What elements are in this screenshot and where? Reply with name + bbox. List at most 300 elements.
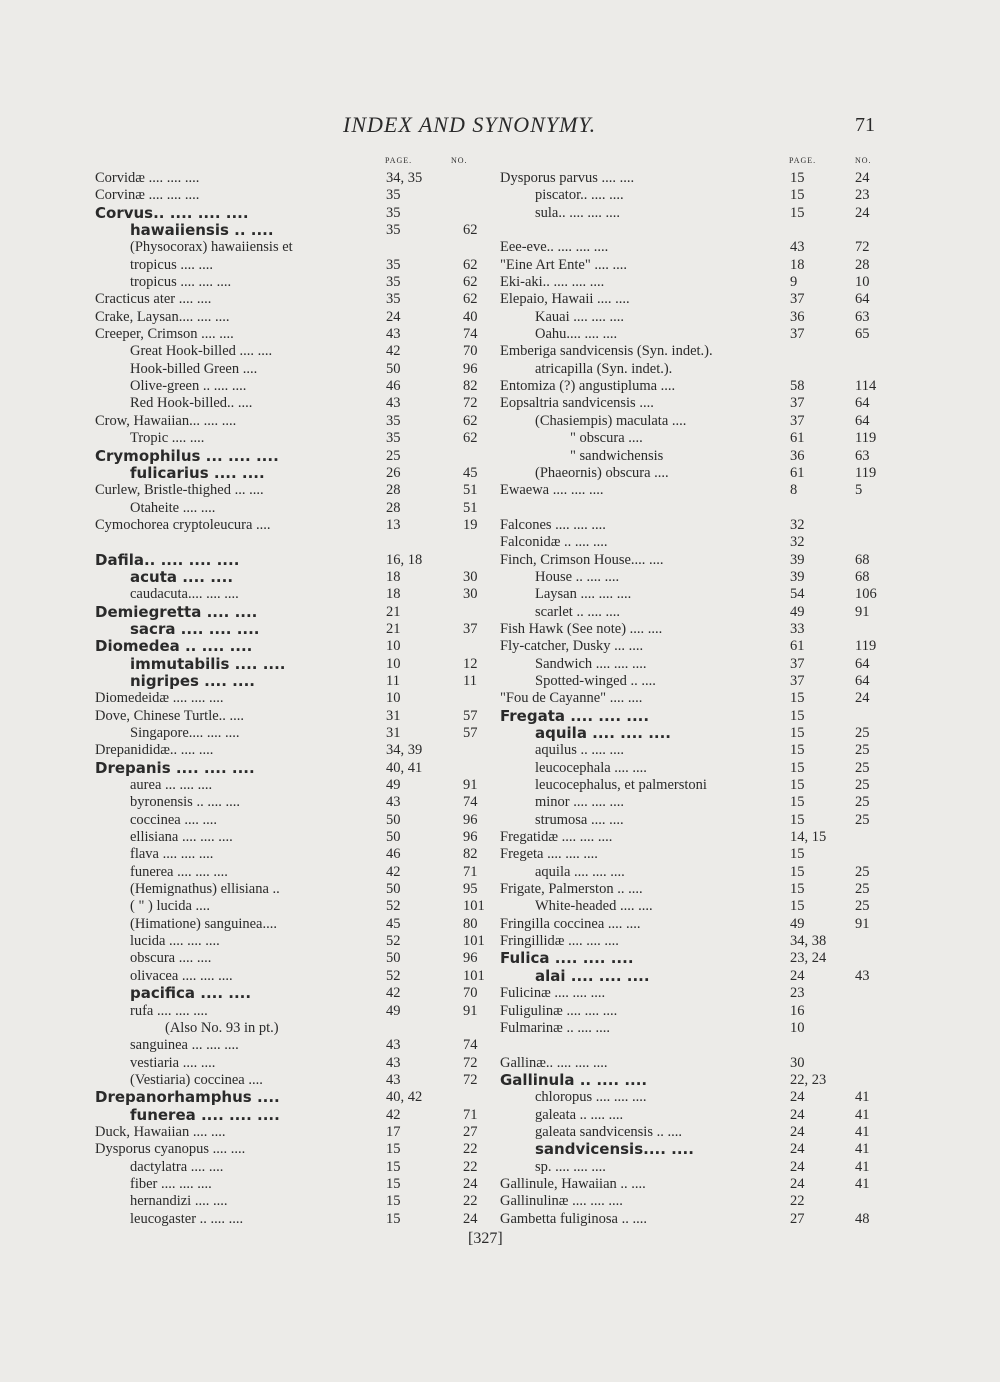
entry-name: Emberiga sandvicensis (Syn. indet.). bbox=[500, 343, 713, 360]
entry-name: Eki-aki.. .... .... .... bbox=[500, 274, 605, 291]
entry-page: 43 bbox=[386, 395, 401, 412]
entry-name: Singapore.... .... .... bbox=[130, 725, 240, 741]
entry-number: 95 bbox=[463, 881, 478, 898]
entry-name: Spotted-winged .. .... bbox=[535, 672, 656, 689]
index-entry bbox=[500, 725, 900, 742]
entry-name: Crow, Hawaiian... .... .... bbox=[95, 412, 237, 429]
index-entry bbox=[500, 690, 900, 707]
entry-number: 25 bbox=[855, 898, 870, 915]
entry-number: 62 bbox=[463, 274, 478, 291]
entry-number: 101 bbox=[463, 898, 485, 915]
index-entry bbox=[95, 708, 490, 725]
entry-name: funerea .... .... .... bbox=[130, 1105, 280, 1124]
entry-name: Gallinula .. .... .... bbox=[500, 1070, 648, 1089]
entry-name: tropicus .... .... bbox=[130, 256, 213, 273]
entry-page: 30 bbox=[790, 1054, 805, 1071]
index-entry bbox=[500, 621, 900, 638]
entry-number: 62 bbox=[463, 256, 478, 273]
entry-page: 37 bbox=[790, 395, 805, 412]
index-entry bbox=[500, 309, 900, 326]
entry-page: 26 bbox=[386, 464, 401, 481]
entry-page: 36 bbox=[790, 308, 805, 325]
entry-number: 40 bbox=[463, 308, 478, 325]
entry-number: 30 bbox=[463, 586, 478, 603]
index-entry bbox=[95, 812, 490, 829]
index-entry bbox=[95, 933, 490, 950]
entry-page: 15 bbox=[790, 881, 805, 898]
entry-page: 37 bbox=[790, 326, 805, 343]
index-entry bbox=[95, 430, 490, 447]
entry-name: galeata sandvicensis .. .... bbox=[535, 1123, 682, 1140]
index-entry bbox=[500, 430, 900, 447]
index-entry bbox=[500, 673, 900, 690]
entry-page: 10 bbox=[386, 655, 401, 672]
index-entry bbox=[500, 1141, 900, 1158]
index-entry bbox=[95, 829, 490, 846]
entry-page: 15 bbox=[790, 846, 805, 863]
entry-number: 72 bbox=[463, 1054, 478, 1071]
index-entry bbox=[95, 968, 490, 985]
entry-name: scarlet .. .... .... bbox=[535, 603, 620, 620]
entry-number: 43 bbox=[855, 967, 870, 984]
entry-name: " sandwichensis bbox=[570, 447, 664, 464]
index-entry bbox=[95, 361, 490, 378]
entry-page: 37 bbox=[790, 291, 805, 308]
entry-page: 33 bbox=[790, 620, 805, 637]
entry-page: 13 bbox=[386, 516, 401, 533]
entry-page: 24 bbox=[790, 1106, 805, 1123]
entry-page: 36 bbox=[790, 447, 805, 464]
entry-number: 72 bbox=[463, 395, 478, 412]
entry-name: Creeper, Crimson .... .... bbox=[95, 326, 234, 343]
entry-page: 15 bbox=[386, 1193, 401, 1210]
entry-number: 41 bbox=[855, 1158, 870, 1175]
entry-name: (Himatione) sanguinea.... bbox=[130, 915, 277, 932]
index-entry bbox=[95, 898, 490, 915]
entry-number: 25 bbox=[855, 863, 870, 880]
index-entry bbox=[500, 482, 900, 499]
entry-page: 39 bbox=[790, 568, 805, 585]
index-entry bbox=[500, 569, 900, 586]
entry-number: 74 bbox=[463, 1037, 478, 1054]
entry-name: Great Hook-billed .... .... bbox=[130, 343, 273, 360]
entry-page: 15 bbox=[790, 863, 805, 880]
entry-name: Fringillidæ .... .... .... bbox=[500, 933, 619, 950]
entry-number: 82 bbox=[463, 378, 478, 395]
entry-number: 96 bbox=[463, 360, 478, 377]
entry-page: 15 bbox=[790, 170, 805, 186]
column-header bbox=[500, 152, 900, 170]
entry-number: 48 bbox=[855, 1210, 870, 1227]
index-entry bbox=[500, 361, 900, 378]
entry-number: 70 bbox=[463, 343, 478, 360]
index-entries bbox=[500, 170, 900, 1228]
entry-page: 17 bbox=[386, 1123, 401, 1140]
index-entry bbox=[95, 465, 490, 482]
entry-page: 35 bbox=[386, 222, 401, 239]
entry-page: 39 bbox=[790, 551, 805, 568]
entry-page: 34, 39 bbox=[386, 742, 423, 759]
index-entry bbox=[500, 1020, 900, 1037]
entry-name: leucogaster .. .... .... bbox=[130, 1210, 244, 1227]
entry-name: hawaiiensis .. .... bbox=[130, 221, 274, 240]
entry-name: Oahu.... .... .... bbox=[535, 326, 618, 343]
entry-number: 91 bbox=[463, 777, 478, 794]
entry-name: Gambetta fuliginosa .. .... bbox=[500, 1210, 647, 1227]
index-entry bbox=[95, 864, 490, 881]
entry-number: 64 bbox=[855, 412, 870, 429]
entry-number: 101 bbox=[463, 933, 485, 950]
entry-number: 68 bbox=[855, 568, 870, 585]
entry-number: 22 bbox=[463, 1193, 478, 1210]
index-entry bbox=[95, 222, 490, 239]
entry-name: aquila .... .... .... bbox=[535, 863, 625, 880]
index-entry bbox=[500, 1193, 900, 1210]
entry-number: 91 bbox=[855, 603, 870, 620]
entry-number: 22 bbox=[463, 1158, 478, 1175]
index-entry bbox=[500, 742, 900, 759]
entry-number: 24 bbox=[855, 690, 870, 707]
entry-page: 43 bbox=[386, 1071, 401, 1088]
entry-name: acuta .... .... bbox=[130, 567, 234, 586]
entry-number: 70 bbox=[463, 985, 478, 1002]
index-entry bbox=[95, 690, 490, 707]
entry-number: 30 bbox=[463, 568, 478, 585]
entry-name: Finch, Crimson House.... .... bbox=[500, 551, 664, 568]
entry-page: 34, 35 bbox=[386, 170, 423, 186]
entry-number: 96 bbox=[463, 811, 478, 828]
entry-name: sula.. .... .... .... bbox=[535, 204, 620, 221]
entry-page: 27 bbox=[790, 1210, 805, 1227]
entry-number: 12 bbox=[463, 655, 478, 672]
index-entry bbox=[500, 1159, 900, 1176]
entry-page: 42 bbox=[386, 863, 401, 880]
entry-name: (Physocorax) hawaiiensis et bbox=[130, 239, 293, 256]
entry-page: 31 bbox=[386, 725, 401, 741]
entry-page: 10 bbox=[790, 1019, 805, 1036]
entry-name: Olive-green .. .... .... bbox=[130, 378, 247, 395]
index-entry bbox=[500, 708, 900, 725]
entry-page: 24 bbox=[790, 1141, 805, 1158]
entry-number: 62 bbox=[463, 291, 478, 308]
entry-number: 24 bbox=[463, 1175, 478, 1192]
index-entry bbox=[95, 482, 490, 499]
entry-number: 5 bbox=[855, 482, 863, 499]
entry-page: 31 bbox=[386, 707, 401, 724]
entry-page: 37 bbox=[790, 655, 805, 672]
entry-name: leucocephala .... .... bbox=[535, 759, 647, 776]
entry-page: 21 bbox=[386, 603, 401, 620]
entry-number: 80 bbox=[463, 915, 478, 932]
index-entry bbox=[500, 916, 900, 933]
entry-name: aurea ... .... .... bbox=[130, 777, 213, 794]
index-entry bbox=[500, 187, 900, 204]
entry-page: 50 bbox=[386, 360, 401, 377]
index-entry bbox=[500, 1176, 900, 1193]
entry-number: 25 bbox=[855, 777, 870, 794]
index-entry bbox=[95, 1141, 490, 1158]
entry-page: 15 bbox=[386, 1210, 401, 1227]
entry-name: Fregeta .... .... .... bbox=[500, 846, 598, 863]
entry-name: Fulica .... .... .... bbox=[500, 949, 634, 968]
entry-number: 11 bbox=[463, 672, 477, 689]
entry-name: "Eine Art Ente" .... .... bbox=[500, 256, 628, 273]
index-entry bbox=[95, 1211, 490, 1228]
entry-number: 57 bbox=[463, 725, 478, 741]
index-entries bbox=[95, 170, 490, 1228]
index-entry bbox=[500, 395, 900, 412]
index-entry bbox=[95, 725, 490, 742]
entry-page: 11 bbox=[386, 672, 400, 689]
entry-number: 25 bbox=[855, 811, 870, 828]
index-entry bbox=[500, 586, 900, 603]
entry-page: 49 bbox=[386, 1002, 401, 1019]
entry-page: 24 bbox=[790, 1123, 805, 1140]
entry-page: 32 bbox=[790, 516, 805, 533]
entry-name: Fulicinæ .... .... .... bbox=[500, 985, 606, 1002]
entry-page: 46 bbox=[386, 378, 401, 395]
index-entry bbox=[500, 985, 900, 1002]
entry-name: flava .... .... .... bbox=[130, 846, 214, 863]
index-entry bbox=[95, 274, 490, 291]
entry-name: Fulmarinæ .. .... .... bbox=[500, 1019, 610, 1036]
entry-name: tropicus .... .... .... bbox=[130, 274, 232, 291]
entry-number: 25 bbox=[855, 759, 870, 776]
entry-name: (Chasiempis) maculata .... bbox=[535, 412, 687, 429]
entry-page: 15 bbox=[790, 794, 805, 811]
entry-name: Drepanis .... .... .... bbox=[95, 758, 255, 777]
entry-name: Drepanorhamphus .... bbox=[95, 1088, 280, 1107]
folio: [327] bbox=[468, 1230, 503, 1247]
entry-page: 43 bbox=[386, 1037, 401, 1054]
index-entry bbox=[500, 846, 900, 863]
entry-number: 64 bbox=[855, 291, 870, 308]
entry-number: 119 bbox=[855, 638, 877, 655]
entry-name: Curlew, Bristle-thighed ... .... bbox=[95, 482, 264, 499]
entry-name: strumosa .... .... bbox=[535, 811, 624, 828]
entry-page: 50 bbox=[386, 881, 401, 898]
entry-number: 63 bbox=[855, 308, 870, 325]
entry-number: 41 bbox=[855, 1141, 870, 1158]
entry-name: Fregatidæ .... .... .... bbox=[500, 829, 613, 846]
entry-page: 28 bbox=[386, 482, 401, 499]
entry-page: 35 bbox=[386, 256, 401, 273]
entry-page: 34, 38 bbox=[790, 933, 827, 950]
entry-page: 35 bbox=[386, 187, 401, 204]
entry-number: 25 bbox=[855, 742, 870, 759]
entry-name: atricapilla (Syn. indet.). bbox=[535, 360, 673, 377]
entry-name: Crymophilus ... .... .... bbox=[95, 446, 279, 465]
index-entry bbox=[500, 257, 900, 274]
index-entry bbox=[95, 239, 490, 256]
index-entry bbox=[500, 829, 900, 846]
entry-page: 15 bbox=[790, 777, 805, 794]
index-entry bbox=[500, 968, 900, 985]
entry-page: 49 bbox=[790, 603, 805, 620]
index-entry bbox=[95, 378, 490, 395]
entry-name: funerea .... .... .... bbox=[130, 863, 228, 880]
entry-page: 18 bbox=[790, 256, 805, 273]
entry-name: coccinea .... .... bbox=[130, 811, 217, 828]
entry-number: 63 bbox=[855, 447, 870, 464]
index-entry bbox=[500, 413, 900, 430]
index-entry bbox=[500, 881, 900, 898]
entry-name: alai .... .... .... bbox=[535, 966, 650, 985]
entry-number: 72 bbox=[463, 1071, 478, 1088]
index-column-right bbox=[500, 152, 900, 1228]
entry-page: 15 bbox=[386, 1141, 401, 1158]
entry-page: 42 bbox=[386, 1106, 401, 1123]
entry-number: 27 bbox=[463, 1123, 478, 1140]
entry-name: rufa .... .... .... bbox=[130, 1002, 208, 1019]
entry-name: Dysporus parvus .... .... bbox=[500, 170, 635, 186]
index-entry bbox=[500, 638, 900, 655]
index-entry bbox=[95, 326, 490, 343]
entry-name: Crake, Laysan.... .... .... bbox=[95, 308, 230, 325]
entry-page: 16, 18 bbox=[386, 551, 423, 568]
index-entry bbox=[95, 1072, 490, 1089]
entry-name: White-headed .... .... bbox=[535, 898, 653, 915]
index-entry bbox=[95, 309, 490, 326]
index-entry bbox=[95, 343, 490, 360]
entry-name: Corvinæ .... .... .... bbox=[95, 187, 200, 204]
entry-name: byronensis .. .... .... bbox=[130, 794, 240, 811]
entry-name: obscura .... .... bbox=[130, 950, 212, 967]
entry-page: 15 bbox=[386, 1158, 401, 1175]
entry-name: leucocephalus, et palmerstoni bbox=[535, 777, 707, 794]
number-column-label: NO. bbox=[451, 156, 468, 165]
column-header bbox=[95, 152, 490, 170]
entry-name: nigripes .... .... bbox=[130, 671, 255, 690]
index-entry bbox=[95, 881, 490, 898]
index-entry bbox=[500, 1124, 900, 1141]
entry-page: 52 bbox=[386, 898, 401, 915]
entry-page: 15 bbox=[790, 759, 805, 776]
index-entry bbox=[95, 257, 490, 274]
index-entry bbox=[500, 343, 900, 360]
entry-name: Hook-billed Green .... bbox=[130, 360, 258, 377]
index-entry bbox=[500, 933, 900, 950]
entry-number: 24 bbox=[463, 1210, 478, 1227]
entry-name: Fuligulinæ .... .... .... bbox=[500, 1002, 618, 1019]
entry-page: 28 bbox=[386, 499, 401, 516]
index-entry bbox=[500, 1055, 900, 1072]
entry-number: 64 bbox=[855, 655, 870, 672]
index-entry bbox=[95, 846, 490, 863]
entry-page: 35 bbox=[386, 274, 401, 291]
entry-name: dactylatra .... .... bbox=[130, 1158, 224, 1175]
index-entry bbox=[500, 656, 900, 673]
entry-page: 15 bbox=[790, 742, 805, 759]
index-entry bbox=[95, 760, 490, 777]
index-entry bbox=[95, 1003, 490, 1020]
index-entry bbox=[95, 1193, 490, 1210]
entry-number: 24 bbox=[855, 204, 870, 221]
entry-number: 62 bbox=[463, 412, 478, 429]
entry-number: 74 bbox=[463, 326, 478, 343]
index-entry bbox=[95, 205, 490, 222]
entry-number: 10 bbox=[855, 274, 870, 291]
entry-page: 42 bbox=[386, 985, 401, 1002]
entry-page: 15 bbox=[790, 204, 805, 221]
index-entry bbox=[500, 326, 900, 343]
entry-number: 62 bbox=[463, 222, 478, 239]
entry-page: 40, 42 bbox=[386, 1089, 423, 1106]
entry-page: 61 bbox=[790, 430, 805, 447]
entry-page: 43 bbox=[386, 794, 401, 811]
entry-number: 41 bbox=[855, 1106, 870, 1123]
entry-name: Entomiza (?) angustipluma .... bbox=[500, 378, 676, 395]
entry-number: 119 bbox=[855, 464, 877, 481]
entry-page: 50 bbox=[386, 811, 401, 828]
entry-number: 45 bbox=[463, 464, 478, 481]
index-entry bbox=[500, 465, 900, 482]
entry-name: chloropus .... .... .... bbox=[535, 1089, 647, 1106]
entry-page: 25 bbox=[386, 447, 401, 464]
entry-name: olivacea .... .... .... bbox=[130, 967, 233, 984]
index-entry bbox=[95, 413, 490, 430]
entry-page: 16 bbox=[790, 1002, 805, 1019]
index-entry bbox=[500, 170, 900, 187]
index-entry bbox=[500, 534, 900, 551]
entry-name: " obscura .... bbox=[570, 430, 643, 447]
entry-number: 101 bbox=[463, 967, 485, 984]
entry-name: Kauai .... .... .... bbox=[535, 308, 624, 325]
entry-name: Eopsaltria sandvicensis .... bbox=[500, 395, 654, 412]
index-entry bbox=[500, 552, 900, 569]
entry-number: 64 bbox=[855, 395, 870, 412]
entry-page: 15 bbox=[790, 898, 805, 915]
entry-name: ellisiana .... .... .... bbox=[130, 829, 233, 846]
index-entry bbox=[95, 985, 490, 1002]
index-entry bbox=[500, 1003, 900, 1020]
index-entry bbox=[95, 604, 490, 621]
entry-number: 57 bbox=[463, 707, 478, 724]
entry-page: 49 bbox=[790, 915, 805, 932]
entry-number: 65 bbox=[855, 326, 870, 343]
entry-page: 49 bbox=[386, 777, 401, 794]
entry-name: Cymochorea cryptoleucura .... bbox=[95, 516, 271, 533]
index-entry bbox=[500, 777, 900, 794]
index-entry bbox=[95, 1037, 490, 1054]
index-entry bbox=[500, 898, 900, 915]
entry-name: Laysan .... .... .... bbox=[535, 586, 632, 603]
index-entry bbox=[500, 1089, 900, 1106]
index-entry bbox=[500, 760, 900, 777]
entry-number: 64 bbox=[855, 672, 870, 689]
entry-page: 35 bbox=[386, 430, 401, 447]
entry-number: 25 bbox=[855, 881, 870, 898]
index-entry bbox=[500, 950, 900, 967]
entry-page: 52 bbox=[386, 933, 401, 950]
entry-page: 15 bbox=[790, 707, 805, 724]
entry-page: 15 bbox=[790, 725, 805, 741]
entry-page: 24 bbox=[790, 1175, 805, 1192]
entry-number: 114 bbox=[855, 378, 877, 395]
index-entry bbox=[500, 1107, 900, 1124]
entry-number: 71 bbox=[463, 863, 478, 880]
index-entry bbox=[95, 777, 490, 794]
entry-page: 35 bbox=[386, 204, 401, 221]
entry-name: immutabilis .... .... bbox=[130, 654, 286, 673]
index-entry bbox=[95, 291, 490, 308]
entry-name: Duck, Hawaiian .... .... bbox=[95, 1123, 226, 1140]
page-title: INDEX AND SYNONYMY. bbox=[343, 112, 597, 137]
entry-name: vestiaria .... .... bbox=[130, 1054, 216, 1071]
entry-name: Diomedea .. .... .... bbox=[95, 637, 253, 656]
index-entry bbox=[95, 794, 490, 811]
index-entry bbox=[95, 742, 490, 759]
